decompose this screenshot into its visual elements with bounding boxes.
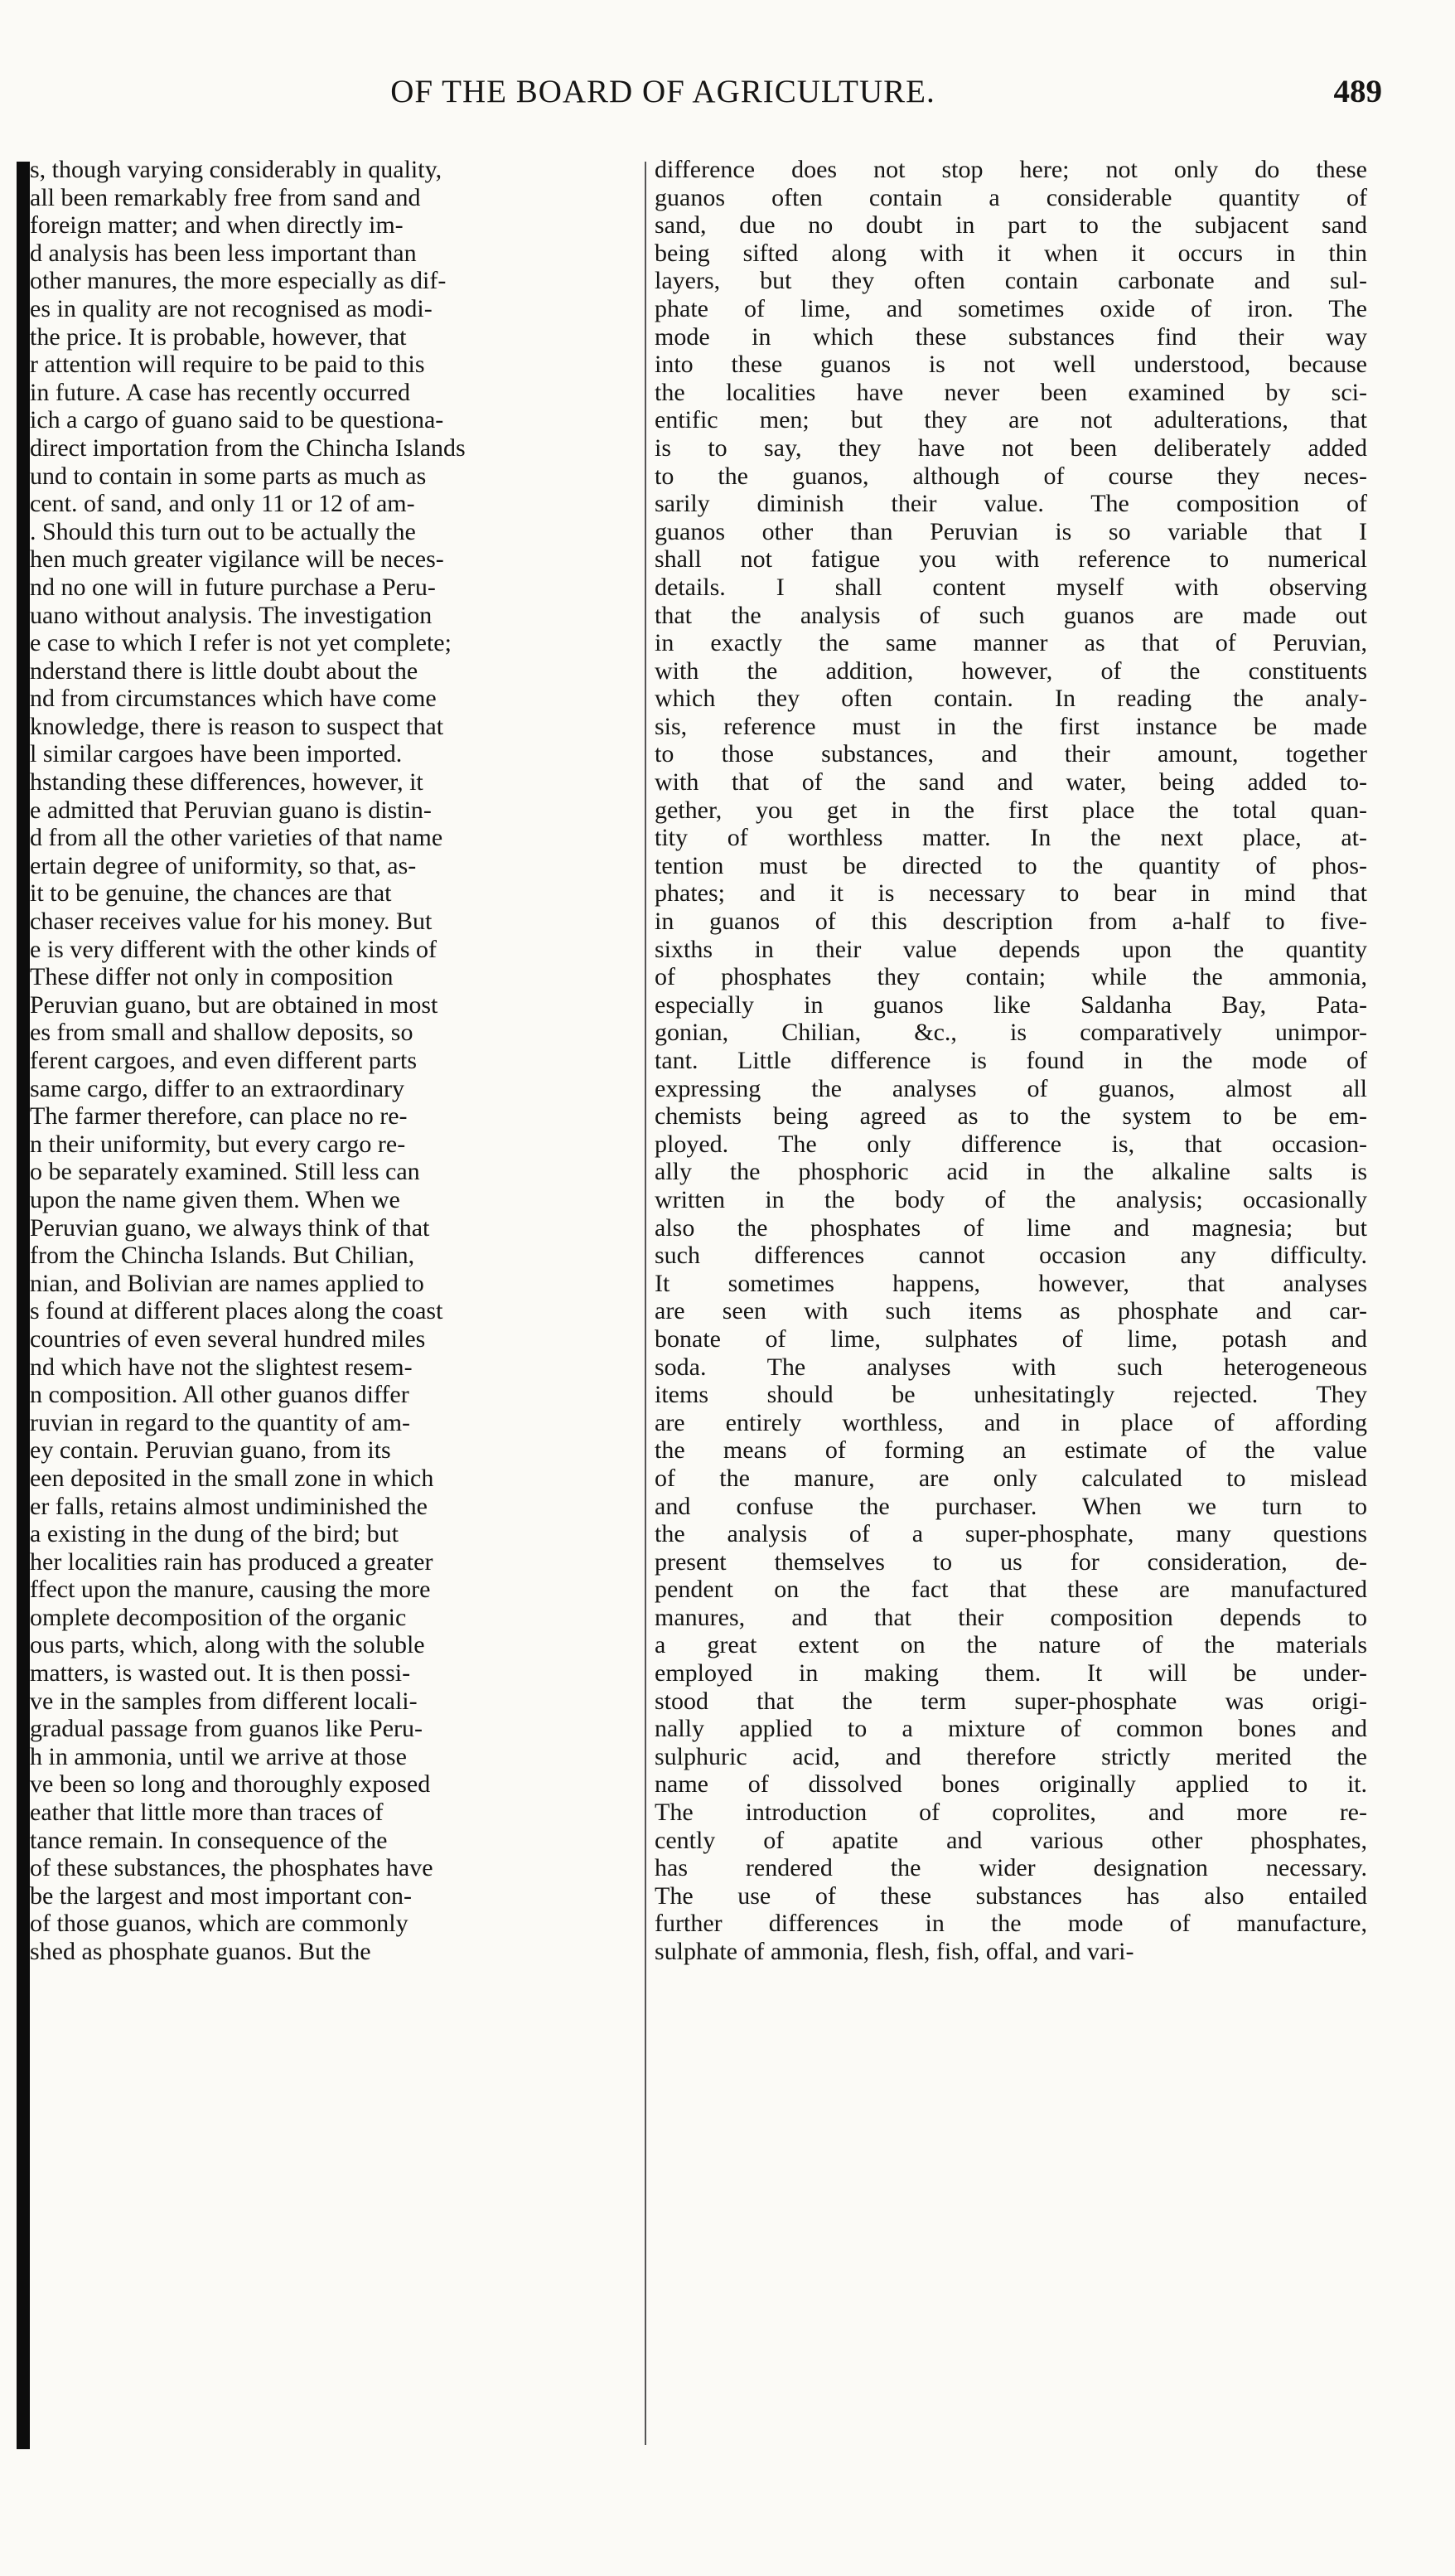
text-line: The use of these substances has also entailed <box>655 1881 1367 1910</box>
text-line: shall not fatigue you with reference to numerical <box>655 545 1367 574</box>
text-line: same cargo, differ to an extraordinary <box>30 1074 405 1102</box>
text-line: guanos other than Peruvian is so variable that I <box>655 517 1367 545</box>
text-line: l similar cargoes have been imported. <box>30 740 403 768</box>
text-line: gether, you get in the first place the total quan- <box>655 796 1367 824</box>
text-line: ous parts, which, along with the soluble <box>30 1631 425 1659</box>
text-line: cently of apatite and various other phosphates, <box>655 1826 1367 1854</box>
text-line: of these substances, the phosphates have <box>30 1854 433 1882</box>
text-line: und to contain in some parts as much as <box>30 462 427 490</box>
text-line: hstanding these differences, however, it <box>30 768 423 797</box>
text-line: in exactly the same manner as that of Peruvian, <box>655 629 1367 657</box>
text-line: also the phosphates of lime and magnesia; but <box>655 1213 1367 1242</box>
text-line: mode in which these substances find their way <box>655 322 1367 351</box>
text-line: present themselves to us for consideration, de- <box>655 1547 1367 1576</box>
left-text-column <box>30 156 643 1966</box>
text-line: manures, and that their composition depends to <box>655 1603 1367 1631</box>
text-line: omplete decomposition of the organic <box>30 1603 407 1631</box>
text-line: tance remain. In consequence of the <box>30 1826 388 1854</box>
text-line: upon the name given them. When we <box>30 1185 400 1213</box>
text-line: sis, reference must in the first instance be made <box>655 712 1367 740</box>
text-line: gradual passage from guanos like Peru- <box>30 1715 423 1743</box>
text-line: further differences in the mode of manufacture, <box>655 1910 1367 1938</box>
text-line: are entirely worthless, and in place of affording <box>655 1408 1367 1436</box>
text-line: stood that the term super-phosphate was origi- <box>655 1687 1367 1715</box>
text-line: phates; and it is necessary to bear in mind that <box>655 879 1367 908</box>
text-line: of the manure, are only calculated to mislead <box>655 1464 1367 1492</box>
text-line: sand, due no doubt in part to the subjacent sand <box>655 211 1367 240</box>
text-line: entific men; but they are not adulterations, that <box>655 406 1367 434</box>
text-line: name of dissolved bones originally applied to it. <box>655 1770 1367 1799</box>
text-line: expressing the analyses of guanos, almost all <box>655 1074 1367 1102</box>
text-line: sarily diminish their value. The composition of <box>655 490 1367 518</box>
text-line: such differences cannot occasion any difficulty. <box>655 1242 1367 1270</box>
binding-gutter-shadow <box>17 162 30 2449</box>
text-line: The introduction of coprolites, and more re- <box>655 1799 1367 1827</box>
text-line: nd from circumstances which have come <box>30 685 437 713</box>
text-line: sulphate of ammonia, flesh, fish, offal, and vari- <box>655 1938 1134 1965</box>
text-line: shed as phosphate guanos. But the <box>30 1938 371 1965</box>
text-line: from the Chincha Islands. But Chilian, <box>30 1242 415 1270</box>
text-line: d from all the other varieties of that name <box>30 824 443 852</box>
text-line: in future. A case has recently occurred <box>30 378 410 406</box>
text-line: ally the phosphoric acid in the alkaline salts is <box>655 1158 1367 1186</box>
text-line: h in ammonia, until we arrive at those <box>30 1742 407 1770</box>
text-line: ruvian in regard to the quantity of am- <box>30 1408 411 1436</box>
text-line: are seen with such items as phosphate and car- <box>655 1297 1367 1325</box>
text-line: ffect upon the manure, causing the more <box>30 1576 431 1604</box>
text-line: into these guanos is not well understood, because <box>655 351 1367 379</box>
column-rule <box>645 162 646 2445</box>
text-line: nally applied to a mixture of common bones and <box>655 1715 1367 1743</box>
text-line: eather that little more than traces of <box>30 1799 384 1827</box>
text-line: ferent cargoes, and even different parts <box>30 1047 418 1074</box>
text-line: s found at different places along the coast <box>30 1297 443 1325</box>
text-line: nd which have not the slightest resem- <box>30 1353 413 1381</box>
text-line: bonate of lime, sulphates of lime, potash and <box>655 1324 1367 1353</box>
text-line: ployed. The only difference is, that occasion- <box>655 1130 1367 1158</box>
text-line: Peruvian guano, but are obtained in most <box>30 990 438 1019</box>
text-line: uano without analysis. The investigation <box>30 601 433 629</box>
text-line: chemists being agreed as to the system to be em- <box>655 1102 1367 1131</box>
text-line: cent. of sand, and only 11 or 12 of am- <box>30 490 415 518</box>
text-line: chaser receives value for his money. But <box>30 908 433 936</box>
text-line: to the guanos, although of course they neces- <box>655 462 1367 490</box>
text-line: a existing in the dung of the bird; but <box>30 1520 399 1548</box>
right-text-column <box>655 156 1367 1966</box>
text-line: tant. Little difference is found in the mode of <box>655 1047 1367 1074</box>
text-line: that the analysis of such guanos are made out <box>655 601 1367 629</box>
text-line: be the largest and most important con- <box>30 1881 413 1910</box>
text-line: of phosphates they contain; while the ammonia, <box>655 963 1367 991</box>
text-line: nd no one will in future purchase a Peru- <box>30 573 436 601</box>
text-line: ve been so long and thoroughly exposed <box>30 1770 431 1799</box>
text-line: details. I shall content myself with observing <box>655 573 1367 601</box>
text-line: foreign matter; and when directly im- <box>30 211 404 240</box>
text-line: Peruvian guano, we always think of that <box>30 1213 430 1242</box>
text-line: with the addition, however, of the constituents <box>655 656 1367 685</box>
text-line: a great extent on the nature of the materials <box>655 1631 1367 1659</box>
text-line: n composition. All other guanos differ <box>30 1381 409 1409</box>
text-line: ve in the samples from different locali- <box>30 1687 418 1715</box>
text-line: her localities rain has produced a greater <box>30 1547 433 1576</box>
text-line: is to say, they have not been deliberately added <box>655 433 1367 462</box>
text-line: the price. It is probable, however, that <box>30 322 407 351</box>
text-line: tity of worthless matter. In the next place, at- <box>655 824 1367 852</box>
text-line: layers, but they often contain carbonate and sul- <box>655 267 1367 295</box>
text-line: employed in making them. It will be under- <box>655 1659 1367 1687</box>
text-line: soda. The analyses with such heterogeneous <box>655 1353 1367 1381</box>
page-number: 489 <box>1333 74 1382 109</box>
text-line: nian, and Bolivian are names applied to <box>30 1269 424 1297</box>
running-head <box>0 73 1455 123</box>
text-line: with that of the sand and water, being added to- <box>655 768 1367 797</box>
text-line: in guanos of this description from a-half to five- <box>655 908 1367 936</box>
text-line: being sifted along with it when it occurs in thin <box>655 239 1367 267</box>
text-line: knowledge, there is reason to suspect that <box>30 712 444 740</box>
text-line: the analysis of a super-phosphate, many questions <box>655 1520 1367 1548</box>
text-line: e admitted that Peruvian guano is distin- <box>30 796 432 824</box>
text-line: countries of even several hundred miles <box>30 1324 426 1353</box>
text-line: sixths in their value depends upon the quantity <box>655 935 1367 963</box>
text-line: e case to which I refer is not yet complete; <box>30 629 452 657</box>
text-line: The farmer therefore, can place no re- <box>30 1102 408 1131</box>
text-line: d analysis has been less important than <box>30 239 417 267</box>
text-line: o be separately examined. Still less can <box>30 1158 420 1186</box>
text-line: which they often contain. In reading the analy- <box>655 685 1367 713</box>
text-line: other manures, the more especially as dif- <box>30 267 447 295</box>
text-line: ertain degree of uniformity, so that, as- <box>30 851 417 879</box>
text-line: it to be genuine, the chances are that <box>30 879 392 908</box>
text-line: tention must be directed to the quantity of phos- <box>655 851 1367 879</box>
text-line: een deposited in the small zone in which <box>30 1464 434 1492</box>
text-line: difference does not stop here; not only do these <box>655 156 1367 183</box>
text-line: pendent on the fact that these are manufactured <box>655 1576 1367 1604</box>
text-line: r attention will require to be paid to this <box>30 351 425 379</box>
text-line: er falls, retains almost undiminished the <box>30 1492 428 1520</box>
text-line: hen much greater vigilance will be neces- <box>30 545 444 574</box>
text-line: nderstand there is little doubt about the <box>30 656 418 685</box>
text-line: These differ not only in composition <box>30 963 394 991</box>
text-line: sulphuric acid, and therefore strictly merited the <box>655 1742 1367 1770</box>
text-line: s, though varying considerably in quality, <box>30 156 442 183</box>
text-line: . Should this turn out to be actually the <box>30 517 416 545</box>
text-line: ich a cargo of guano said to be questiona- <box>30 406 444 434</box>
text-line: all been remarkably free from sand and <box>30 183 421 211</box>
text-line: to those substances, and their amount, together <box>655 740 1367 768</box>
text-line: es in quality are not recognised as modi- <box>30 294 433 322</box>
text-line: items should be unhesitatingly rejected. They <box>655 1381 1367 1409</box>
text-line: guanos often contain a considerable quantity of <box>655 183 1367 211</box>
text-line: direct importation from the Chincha Islands <box>30 433 466 462</box>
text-line: has rendered the wider designation necessary. <box>655 1854 1367 1882</box>
text-line: It sometimes happens, however, that analyses <box>655 1269 1367 1297</box>
text-line: es from small and shallow deposits, so <box>30 1019 413 1047</box>
text-line: ey contain. Peruvian guano, from its <box>30 1436 391 1465</box>
text-line: the means of forming an estimate of the value <box>655 1436 1367 1465</box>
text-line: the localities have never been examined by sci- <box>655 378 1367 406</box>
text-line: gonian, Chilian, &c., is comparatively unimpor- <box>655 1019 1367 1047</box>
text-line: n their uniformity, but every cargo re- <box>30 1130 406 1158</box>
text-line: written in the body of the analysis; occasionally <box>655 1185 1367 1213</box>
text-line: e is very different with the other kinds of <box>30 935 437 963</box>
running-title: OF THE BOARD OF AGRICULTURE. <box>390 74 935 109</box>
text-line: matters, is wasted out. It is then possi- <box>30 1659 411 1687</box>
text-line: especially in guanos like Saldanha Bay, Pata- <box>655 990 1367 1019</box>
text-line: of those guanos, which are commonly <box>30 1910 408 1938</box>
text-line: phate of lime, and sometimes oxide of iron. The <box>655 294 1367 322</box>
text-line: and confuse the purchaser. When we turn to <box>655 1492 1367 1520</box>
